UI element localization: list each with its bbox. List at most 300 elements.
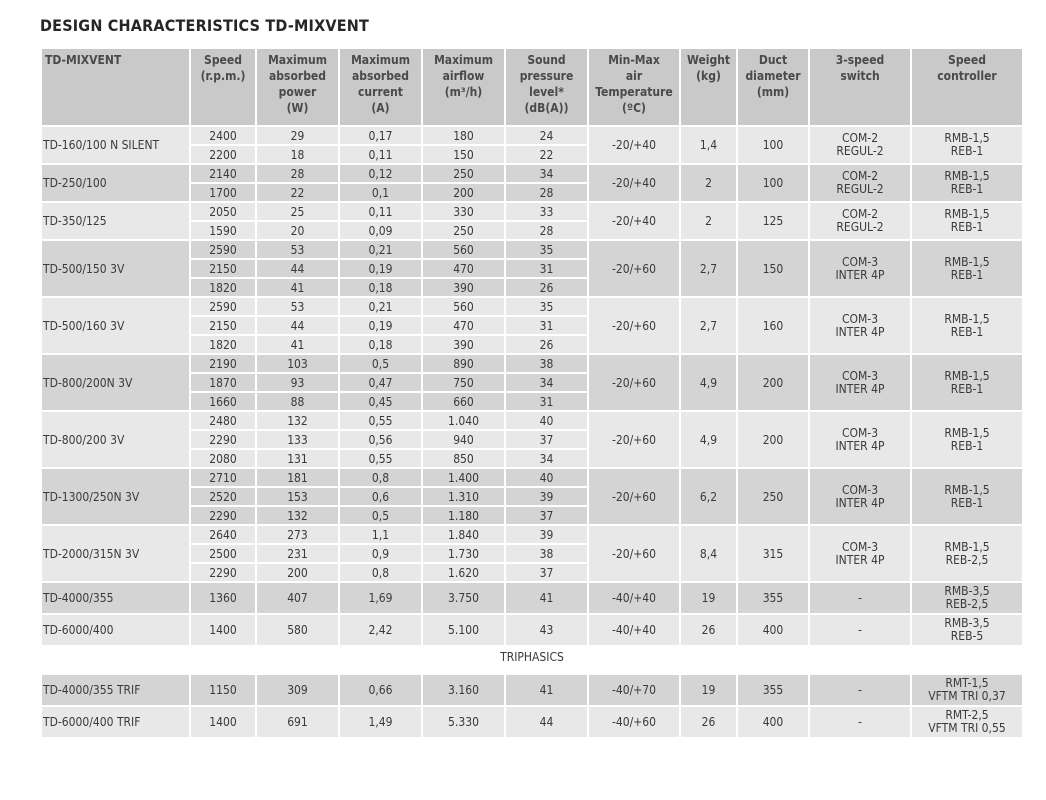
switch-line: COM-2 <box>841 131 879 145</box>
column-header <box>588 48 680 126</box>
current-cell: 0,8 <box>339 563 422 582</box>
speed-cell: 2520 <box>190 487 256 506</box>
controller-line: RMB-1,5 <box>944 539 990 554</box>
speed-cell: 1400 <box>190 614 256 646</box>
controller-line: RMB-1,5 <box>944 207 990 221</box>
column-header-line: Weight <box>686 53 731 67</box>
airflow-cell: 180 <box>422 126 505 145</box>
speed-cell: 2150 <box>190 316 256 335</box>
weight-cell: 26 <box>680 614 737 646</box>
current-cell: 0,8 <box>339 468 422 487</box>
column-header-line: Min-Max <box>608 53 660 67</box>
sound-level-cell: 39 <box>505 487 588 506</box>
table-row <box>41 614 1023 646</box>
controller-line: REB-1 <box>950 381 984 396</box>
table-row <box>41 674 1023 706</box>
model-name-cell: TD-4000/355 TRIF <box>41 674 190 706</box>
sound-level-cell: 28 <box>505 221 588 240</box>
column-header-line: power <box>278 85 317 99</box>
switch-line: - <box>858 590 862 605</box>
table-row <box>41 525 1023 544</box>
power-cell: 132 <box>256 506 339 525</box>
controller-cell <box>911 126 1023 164</box>
column-header-line: air <box>625 69 643 83</box>
column-header <box>256 48 339 126</box>
controller-line: VFTM TRI 0,37 <box>928 689 1006 703</box>
current-cell: 0,17 <box>339 126 422 145</box>
column-header-line: (W) <box>286 101 309 115</box>
switch-line: INTER 4P <box>835 438 885 453</box>
column-header-line: level* <box>529 85 564 99</box>
current-cell: 0,19 <box>339 316 422 335</box>
switch-line: COM-2 <box>841 169 879 183</box>
weight-cell: 19 <box>680 582 737 614</box>
column-header-line: Temperature <box>595 85 673 99</box>
column-header-line: current <box>358 85 403 99</box>
airflow-cell: 1.840 <box>422 525 505 544</box>
temperature-cell: -20/+60 <box>588 468 680 525</box>
controller-line: REB-1 <box>950 182 984 196</box>
power-cell: 88 <box>256 392 339 411</box>
weight-cell: 19 <box>680 674 737 706</box>
controller-line: REB-1 <box>950 324 984 339</box>
controller-line: VFTM TRI 0,55 <box>928 721 1006 735</box>
airflow-cell: 660 <box>422 392 505 411</box>
switch-line: COM-3 <box>841 311 879 326</box>
column-header <box>190 48 256 126</box>
column-header-line: pressure <box>519 69 574 83</box>
airflow-cell: 850 <box>422 449 505 468</box>
controller-line: RMB-3,5 <box>944 584 990 598</box>
current-cell: 0,11 <box>339 202 422 221</box>
airflow-cell: 5.100 <box>422 614 505 646</box>
temperature-cell: -20/+60 <box>588 240 680 297</box>
controller-cell <box>911 582 1023 614</box>
switch-line: COM-3 <box>841 482 879 497</box>
controller-line: REB-1 <box>950 144 984 158</box>
power-cell: 44 <box>256 259 339 278</box>
column-header <box>339 48 422 126</box>
power-cell: 29 <box>256 126 339 145</box>
switch-cell <box>809 468 911 525</box>
characteristics-table <box>40 47 1024 739</box>
column-header-line: (mm) <box>756 85 790 99</box>
table-header <box>41 48 1023 126</box>
controller-line: RMB-1,5 <box>944 368 990 383</box>
switch-line: COM-2 <box>841 207 879 221</box>
switch-line: REGUL-2 <box>836 220 884 234</box>
power-cell: 93 <box>256 373 339 392</box>
sound-level-cell: 37 <box>505 430 588 449</box>
sound-level-cell: 41 <box>505 674 588 706</box>
weight-cell: 2,7 <box>680 240 737 297</box>
speed-cell: 1820 <box>190 278 256 297</box>
duct-diameter-cell: 100 <box>737 164 809 202</box>
duct-diameter-cell: 125 <box>737 202 809 240</box>
model-name-cell: TD-350/125 <box>41 202 190 240</box>
current-cell: 0,21 <box>339 240 422 259</box>
column-header-line: switch <box>840 69 880 83</box>
column-header-line: absorbed <box>352 69 409 83</box>
controller-line: RMB-1,5 <box>944 169 990 183</box>
duct-diameter-cell: 100 <box>737 126 809 164</box>
temperature-cell: -20/+60 <box>588 411 680 468</box>
switch-cell <box>809 126 911 164</box>
speed-cell: 2050 <box>190 202 256 221</box>
switch-cell <box>809 202 911 240</box>
model-name-cell: TD-1300/250N 3V <box>41 468 190 525</box>
sound-level-cell: 41 <box>505 582 588 614</box>
column-header-line: Duct <box>758 53 788 67</box>
temperature-cell: -20/+60 <box>588 525 680 582</box>
column-header-line: 3-speed <box>835 53 885 67</box>
section-label: TRIPHASICS <box>41 646 1023 668</box>
weight-cell: 4,9 <box>680 411 737 468</box>
airflow-cell: 250 <box>422 221 505 240</box>
airflow-cell: 750 <box>422 373 505 392</box>
switch-cell <box>809 706 911 738</box>
weight-cell: 2 <box>680 164 737 202</box>
current-cell: 0,9 <box>339 544 422 563</box>
switch-line: COM-3 <box>841 254 879 269</box>
airflow-cell: 200 <box>422 183 505 202</box>
sound-level-cell: 44 <box>505 706 588 738</box>
weight-cell: 2 <box>680 202 737 240</box>
switch-line: INTER 4P <box>835 552 885 567</box>
controller-cell <box>911 202 1023 240</box>
airflow-cell: 330 <box>422 202 505 221</box>
controller-cell <box>911 614 1023 646</box>
weight-cell: 4,9 <box>680 354 737 411</box>
duct-diameter-cell: 150 <box>737 240 809 297</box>
model-name-cell: TD-800/200 3V <box>41 411 190 468</box>
current-cell: 1,69 <box>339 582 422 614</box>
switch-cell <box>809 411 911 468</box>
switch-line: REGUL-2 <box>836 144 884 158</box>
duct-diameter-cell: 250 <box>737 468 809 525</box>
column-header-line: Maximum <box>268 53 327 67</box>
speed-cell: 2200 <box>190 145 256 164</box>
airflow-cell: 5.330 <box>422 706 505 738</box>
power-cell: 20 <box>256 221 339 240</box>
power-cell: 22 <box>256 183 339 202</box>
speed-cell: 2190 <box>190 354 256 373</box>
power-cell: 181 <box>256 468 339 487</box>
airflow-cell: 940 <box>422 430 505 449</box>
sound-level-cell: 31 <box>505 259 588 278</box>
weight-cell: 1,4 <box>680 126 737 164</box>
sound-level-cell: 37 <box>505 506 588 525</box>
switch-line: COM-3 <box>841 368 879 383</box>
switch-line: COM-3 <box>841 425 879 440</box>
switch-line: - <box>858 622 862 637</box>
power-cell: 41 <box>256 278 339 297</box>
switch-cell <box>809 354 911 411</box>
controller-line: RMB-3,5 <box>944 616 990 630</box>
sound-level-cell: 26 <box>505 278 588 297</box>
airflow-cell: 1.400 <box>422 468 505 487</box>
airflow-cell: 1.620 <box>422 563 505 582</box>
airflow-cell: 3.750 <box>422 582 505 614</box>
model-name-cell: TD-6000/400 <box>41 614 190 646</box>
column-header <box>41 48 190 126</box>
current-cell: 0,5 <box>339 506 422 525</box>
column-header-line: Sound <box>527 53 566 67</box>
sound-level-cell: 39 <box>505 525 588 544</box>
section-row <box>41 646 1023 668</box>
controller-cell <box>911 240 1023 297</box>
power-cell: 53 <box>256 240 339 259</box>
speed-cell: 1360 <box>190 582 256 614</box>
controller-line: RMB-1,5 <box>944 254 990 269</box>
weight-cell: 8,4 <box>680 525 737 582</box>
model-name-cell: TD-250/100 <box>41 164 190 202</box>
airflow-cell: 1.040 <box>422 411 505 430</box>
speed-cell: 2400 <box>190 126 256 145</box>
column-header <box>911 48 1023 126</box>
speed-cell: 2290 <box>190 506 256 525</box>
current-cell: 0,11 <box>339 145 422 164</box>
speed-cell: 1150 <box>190 674 256 706</box>
table-row <box>41 354 1023 373</box>
power-cell: 200 <box>256 563 339 582</box>
switch-cell <box>809 674 911 706</box>
airflow-cell: 890 <box>422 354 505 373</box>
column-header <box>422 48 505 126</box>
airflow-cell: 470 <box>422 259 505 278</box>
column-header-line: diameter <box>745 69 801 83</box>
switch-cell <box>809 525 911 582</box>
temperature-cell: -20/+60 <box>588 354 680 411</box>
column-header-line: airflow <box>442 69 485 83</box>
controller-cell <box>911 411 1023 468</box>
speed-cell: 2480 <box>190 411 256 430</box>
temperature-cell: -40/+40 <box>588 582 680 614</box>
sound-level-cell: 31 <box>505 392 588 411</box>
current-cell: 0,21 <box>339 297 422 316</box>
power-cell: 44 <box>256 316 339 335</box>
current-cell: 0,66 <box>339 674 422 706</box>
column-header-line: (dB(A)) <box>524 101 569 115</box>
column-header-line: (A) <box>371 101 390 115</box>
speed-cell: 2140 <box>190 164 256 183</box>
sound-level-cell: 38 <box>505 354 588 373</box>
table-row <box>41 706 1023 738</box>
controller-cell <box>911 164 1023 202</box>
column-header-line: (ºC) <box>622 101 646 115</box>
table-row <box>41 164 1023 183</box>
switch-line: REGUL-2 <box>836 182 884 196</box>
switch-line: COM-3 <box>841 539 879 554</box>
model-name-cell: TD-800/200N 3V <box>41 354 190 411</box>
column-header-line: Speed <box>948 53 986 67</box>
controller-cell <box>911 468 1023 525</box>
column-header-line: (r.p.m.) <box>200 69 246 83</box>
column-header-line: TD-MIXVENT <box>45 53 122 67</box>
power-cell: 153 <box>256 487 339 506</box>
sound-level-cell: 28 <box>505 183 588 202</box>
table-row <box>41 468 1023 487</box>
column-header-line: absorbed <box>269 69 326 83</box>
temperature-cell: -40/+70 <box>588 674 680 706</box>
speed-cell: 1400 <box>190 706 256 738</box>
column-header-line: controller <box>937 69 997 83</box>
current-cell: 0,55 <box>339 411 422 430</box>
speed-cell: 1870 <box>190 373 256 392</box>
model-name-cell: TD-500/150 3V <box>41 240 190 297</box>
sound-level-cell: 34 <box>505 449 588 468</box>
speed-cell: 2290 <box>190 563 256 582</box>
power-cell: 309 <box>256 674 339 706</box>
temperature-cell: -20/+40 <box>588 126 680 164</box>
temperature-cell: -20/+40 <box>588 164 680 202</box>
page-title: DESIGN CHARACTERISTICS TD-MIXVENT <box>40 16 370 35</box>
duct-diameter-cell: 200 <box>737 411 809 468</box>
controller-line: REB-1 <box>950 495 984 510</box>
controller-line: RMB-1,5 <box>944 425 990 440</box>
current-cell: 1,1 <box>339 525 422 544</box>
speed-cell: 2080 <box>190 449 256 468</box>
speed-cell: 2500 <box>190 544 256 563</box>
controller-line: RMT-1,5 <box>945 676 989 690</box>
switch-cell <box>809 297 911 354</box>
duct-diameter-cell: 315 <box>737 525 809 582</box>
sound-level-cell: 31 <box>505 316 588 335</box>
power-cell: 131 <box>256 449 339 468</box>
sound-level-cell: 34 <box>505 373 588 392</box>
power-cell: 407 <box>256 582 339 614</box>
airflow-cell: 1.730 <box>422 544 505 563</box>
airflow-cell: 390 <box>422 278 505 297</box>
table-row <box>41 297 1023 316</box>
power-cell: 132 <box>256 411 339 430</box>
current-cell: 0,56 <box>339 430 422 449</box>
switch-line: - <box>858 682 862 697</box>
column-header-line: Speed <box>204 53 242 67</box>
controller-cell <box>911 525 1023 582</box>
current-cell: 0,18 <box>339 335 422 354</box>
controller-line: REB-1 <box>950 267 984 282</box>
speed-cell: 2710 <box>190 468 256 487</box>
column-header <box>505 48 588 126</box>
airflow-cell: 470 <box>422 316 505 335</box>
switch-line: - <box>858 714 862 729</box>
controller-line: REB-2,5 <box>945 552 989 567</box>
switch-cell <box>809 164 911 202</box>
model-name-cell: TD-4000/355 <box>41 582 190 614</box>
temperature-cell: -40/+40 <box>588 614 680 646</box>
current-cell: 0,45 <box>339 392 422 411</box>
power-cell: 53 <box>256 297 339 316</box>
column-header-line: Maximum <box>351 53 410 67</box>
sound-level-cell: 35 <box>505 240 588 259</box>
current-cell: 1,49 <box>339 706 422 738</box>
switch-cell <box>809 614 911 646</box>
power-cell: 133 <box>256 430 339 449</box>
current-cell: 0,12 <box>339 164 422 183</box>
airflow-cell: 3.160 <box>422 674 505 706</box>
controller-cell <box>911 354 1023 411</box>
current-cell: 2,42 <box>339 614 422 646</box>
duct-diameter-cell: 160 <box>737 297 809 354</box>
column-header-line: (kg) <box>696 69 721 83</box>
speed-cell: 1660 <box>190 392 256 411</box>
sound-level-cell: 34 <box>505 164 588 183</box>
table-row <box>41 202 1023 221</box>
airflow-cell: 390 <box>422 335 505 354</box>
sound-level-cell: 43 <box>505 614 588 646</box>
model-name-cell: TD-2000/315N 3V <box>41 525 190 582</box>
power-cell: 18 <box>256 145 339 164</box>
airflow-cell: 560 <box>422 240 505 259</box>
sound-level-cell: 38 <box>505 544 588 563</box>
sound-level-cell: 33 <box>505 202 588 221</box>
weight-cell: 6,2 <box>680 468 737 525</box>
speed-cell: 2290 <box>190 430 256 449</box>
temperature-cell: -20/+60 <box>588 297 680 354</box>
weight-cell: 26 <box>680 706 737 738</box>
controller-line: REB-1 <box>950 438 984 453</box>
current-cell: 0,09 <box>339 221 422 240</box>
power-cell: 103 <box>256 354 339 373</box>
power-cell: 41 <box>256 335 339 354</box>
duct-diameter-cell: 355 <box>737 582 809 614</box>
airflow-cell: 150 <box>422 145 505 164</box>
power-cell: 25 <box>256 202 339 221</box>
controller-cell <box>911 674 1023 706</box>
speed-cell: 2590 <box>190 240 256 259</box>
current-cell: 0,5 <box>339 354 422 373</box>
airflow-cell: 250 <box>422 164 505 183</box>
controller-line: RMT-2,5 <box>945 708 989 722</box>
column-header <box>737 48 809 126</box>
weight-cell: 2,7 <box>680 297 737 354</box>
switch-line: INTER 4P <box>835 267 885 282</box>
column-header-line: Maximum <box>434 53 493 67</box>
speed-cell: 2640 <box>190 525 256 544</box>
power-cell: 580 <box>256 614 339 646</box>
current-cell: 0,55 <box>339 449 422 468</box>
sound-level-cell: 24 <box>505 126 588 145</box>
table-row <box>41 582 1023 614</box>
sound-level-cell: 35 <box>505 297 588 316</box>
airflow-cell: 1.180 <box>422 506 505 525</box>
table-row <box>41 240 1023 259</box>
duct-diameter-cell: 400 <box>737 706 809 738</box>
controller-line: RMB-1,5 <box>944 311 990 326</box>
switch-line: INTER 4P <box>835 381 885 396</box>
speed-cell: 2590 <box>190 297 256 316</box>
power-cell: 231 <box>256 544 339 563</box>
table-row <box>41 126 1023 145</box>
current-cell: 0,6 <box>339 487 422 506</box>
speed-cell: 2150 <box>190 259 256 278</box>
temperature-cell: -20/+40 <box>588 202 680 240</box>
model-name-cell: TD-160/100 N SILENT <box>41 126 190 164</box>
column-header-line: (m³/h) <box>444 85 483 99</box>
model-name-cell: TD-500/160 3V <box>41 297 190 354</box>
controller-line: REB-2,5 <box>945 597 989 611</box>
duct-diameter-cell: 355 <box>737 674 809 706</box>
duct-diameter-cell: 200 <box>737 354 809 411</box>
controller-cell <box>911 297 1023 354</box>
controller-cell <box>911 706 1023 738</box>
table-body <box>41 126 1023 738</box>
controller-line: REB-1 <box>950 220 984 234</box>
sound-level-cell: 40 <box>505 411 588 430</box>
airflow-cell: 560 <box>422 297 505 316</box>
sound-level-cell: 26 <box>505 335 588 354</box>
